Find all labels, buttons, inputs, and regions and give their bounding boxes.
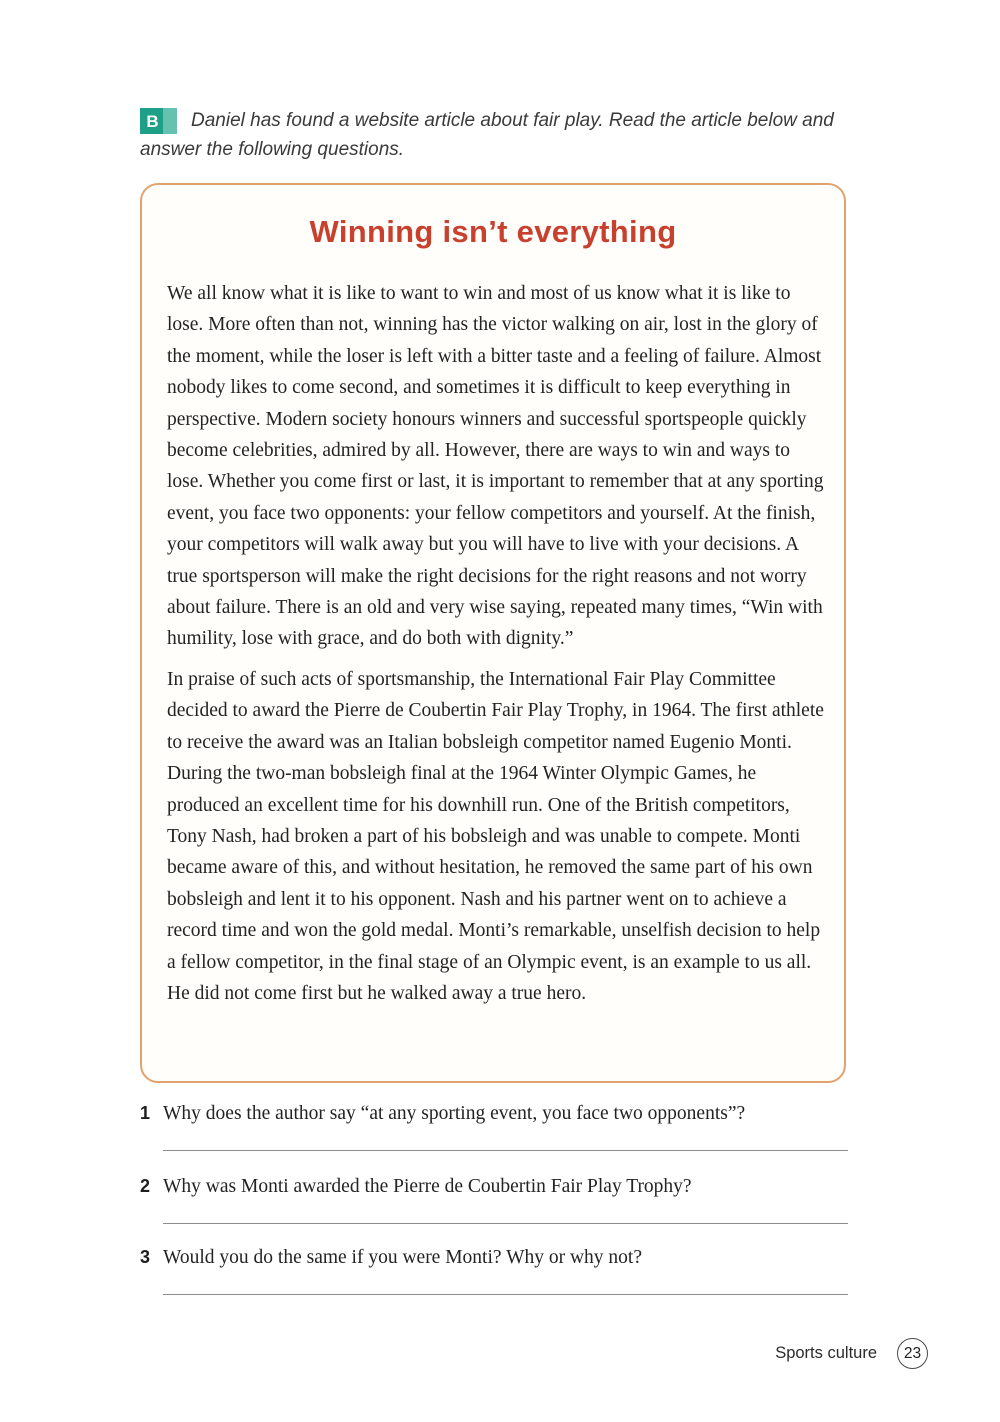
question-2-number: 2	[140, 1176, 151, 1196]
question-3-number: 3	[140, 1247, 151, 1267]
article-paragraph-2: In praise of such acts of sportsmanship, the International Fair Play Committee decided to award the Pierre de Coubertin Fair Play Trophy, in 1964. The first athlete to receive the award was an Italian bobsleigh competitor named Eugenio Monti. During the two-man bobsleigh final at the 1964 Winter Olympic Games, he produced an excellent time for his downhill run. One of the British competitors, Tony Nash, had broken a part of his bobsleigh and was unable to compete. Monti became aware of this, and without hesitation, he removed the same part of his own bobsleigh and lent it to his opponent. Nash and his partner went on to achieve a record time and won the gold medal. Monti’s remarkable, unselfish decision to help a fellow competitor, in the final stage of an Olympic event, is an example to us all. He did not come first but he walked away a true hero.	[167, 668, 824, 1004]
question-2-text: Why was Monti awarded the Pierre de Coubertin Fair Play Trophy?	[163, 1176, 692, 1197]
answer-line-3[interactable]	[163, 1294, 848, 1295]
question-1-number: 1	[140, 1103, 151, 1123]
question-1-text: Why does the author say “at any sporting event, you face two opponents”?	[163, 1103, 746, 1124]
question-2	[140, 1176, 850, 1224]
exercise-instruction-text: Daniel has found a website article about fair play. Read the article below and answer the following questions.	[140, 110, 834, 160]
exercise-instruction-row	[140, 106, 856, 164]
article-box	[140, 183, 846, 1083]
section-b-badge: B	[140, 108, 177, 134]
question-3-text: Would you do the same if you were Monti? Why or why not?	[163, 1247, 642, 1268]
footer-section-title: Sports culture	[775, 1344, 877, 1362]
article-body	[167, 278, 824, 1009]
question-1	[140, 1103, 850, 1151]
question-3	[140, 1247, 850, 1295]
page-footer	[0, 1338, 928, 1369]
article-title: Winning isn’t everything	[309, 214, 677, 249]
page-number-badge: 23	[897, 1338, 928, 1369]
article-paragraph-1: We all know what it is like to want to win and most of us know what it is like to lose. More often than not, winning has the victor walking on air, lost in the glory of the moment, while the loser is left with a bitter taste and a feeling of failure. Almost nobody likes to come second, and sometimes it is difficult to keep everything in perspective. Modern society honours winners and successful sportspeople quickly become celebrities, admired by all. However, there are ways to win and ways to lose. Whether you come first or last, it is important to remember that at any sporting event, you face two opponents: your fellow competitors and yourself. At the finish, your competitors will walk away but you will have to live with your decisions. A true sportsperson will make the right decisions for the right reasons and not worry about failure. There is an old and very wise saying, repeated many times, “Win with humility, lose with grace, and do both with dignity.”	[167, 283, 824, 650]
answer-line-2[interactable]	[163, 1223, 848, 1224]
answer-line-1[interactable]	[163, 1150, 848, 1151]
